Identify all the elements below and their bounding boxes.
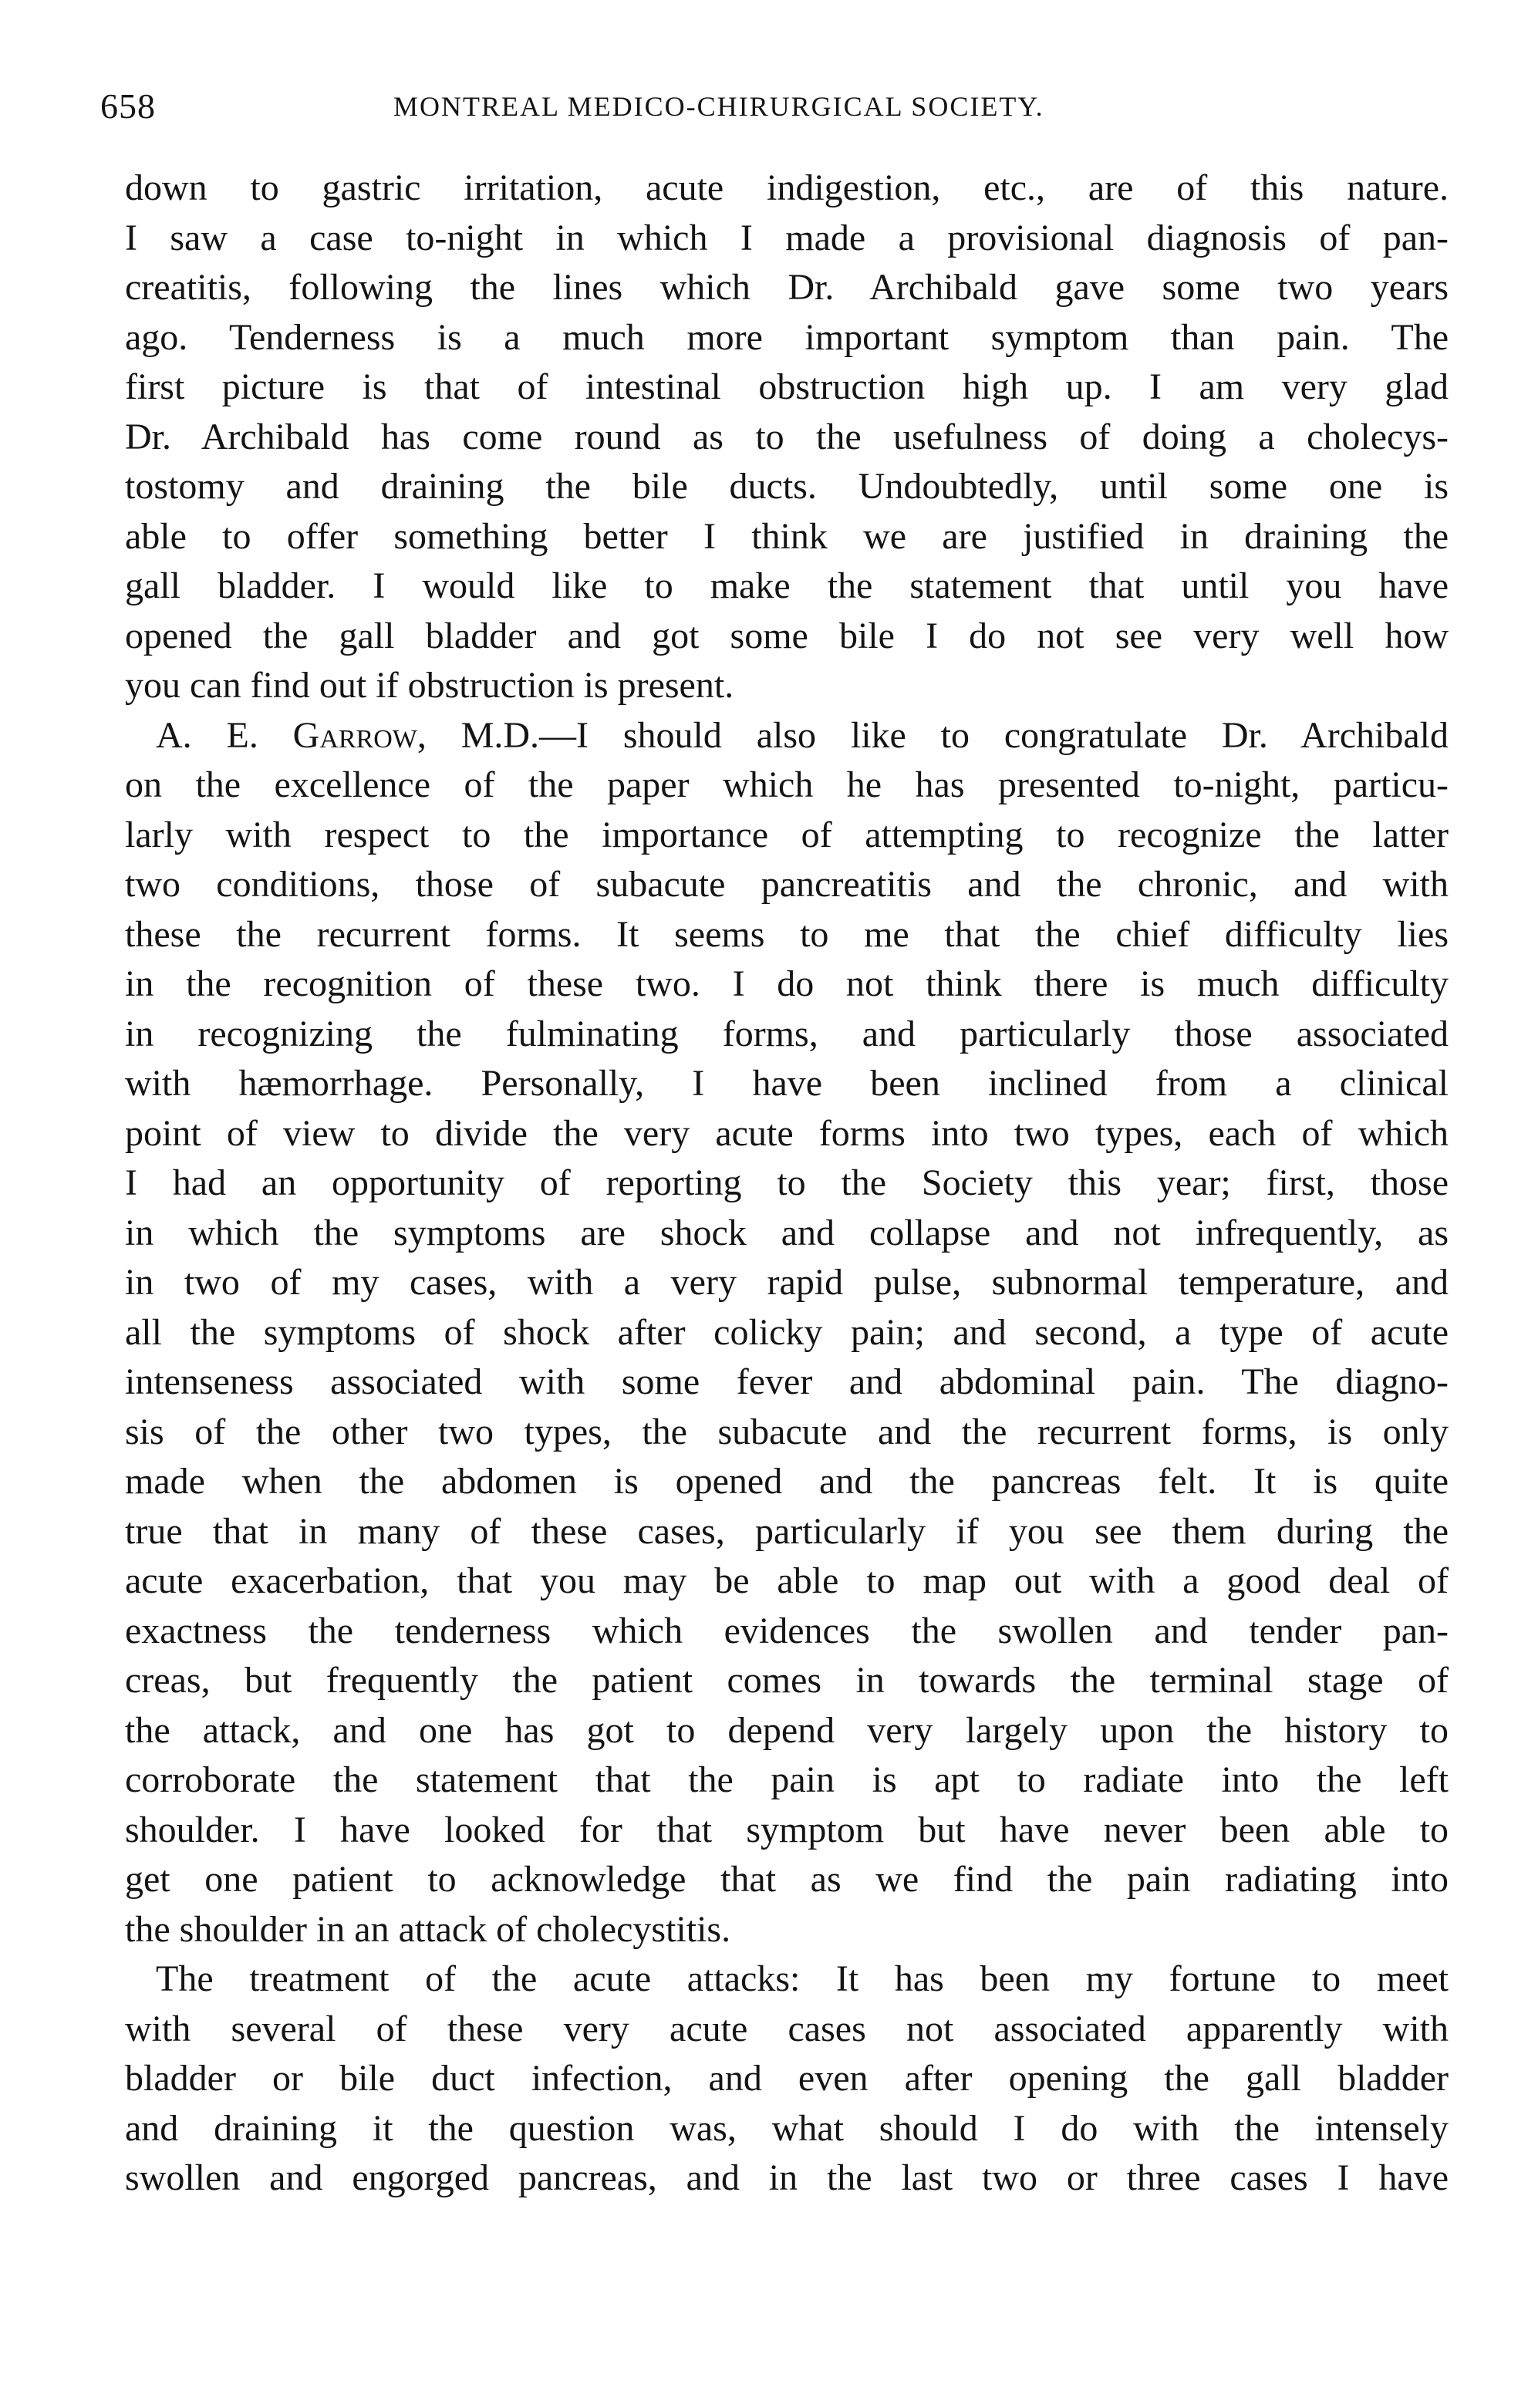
text-line: Dr. Archibald has come round as to the usefulness of doing a cholecys- [125, 416, 1449, 457]
text-line: The treatment of the acute attacks: It has been my fortune to meet [156, 1958, 1449, 1999]
text-line: swollen and engorged pancreas, and in the last two or three cases I have [125, 2157, 1449, 2198]
text-line: acute exacerbation, that you may be able to map out with a good deal of [125, 1560, 1449, 1601]
body-text [125, 164, 1449, 2204]
text-line: corroborate the statement that the pain is apt to radiate into the left [125, 1759, 1449, 1800]
text-line: down to gastric irritation, acute indigestion, etc., are of this nature. [125, 167, 1449, 208]
text-line: in two of my cases, with a very rapid pulse, subnormal temperature, and [125, 1262, 1449, 1303]
text-line: creatitis, following the lines which Dr. Archibald gave some two years [125, 267, 1449, 308]
text-line: the attack, and one has got to depend very largely upon the history to [125, 1709, 1449, 1751]
paragraph [125, 711, 1449, 1955]
paragraph [125, 1954, 1449, 2204]
text-line [125, 711, 1449, 761]
running-head: MONTREAL MEDICO-CHIRURGICAL SOCIETY. [393, 91, 1044, 122]
text-line: tostomy and draining the bile ducts. Undoubtedly, until some one is [125, 466, 1449, 507]
text-line: in recognizing the fulminating forms, and particularly those associated [125, 1013, 1449, 1054]
text-line: two conditions, those of subacute pancreatitis and the chronic, and with [125, 864, 1449, 905]
text-line: with several of these very acute cases not associated apparently with [125, 2008, 1449, 2049]
text-line: sis of the other two types, the subacute and the recurrent forms, is only [125, 1411, 1449, 1452]
text-line: get one patient to acknowledge that as we find the pain radiating into [125, 1859, 1449, 1900]
text-line: gall bladder. I would like to make the statement that until you have [125, 565, 1449, 606]
text-line: first picture is that of intestinal obstruction high up. I am very glad [125, 366, 1449, 407]
text-line: opened the gall bladder and got some bile I do not see very well how [125, 615, 1449, 656]
text-line: intenseness associated with some fever and abdominal pain. The diagno- [125, 1361, 1449, 1402]
text-line: made when the abdomen is opened and the pancreas felt. It is quite [125, 1461, 1449, 1502]
text-line: these the recurrent forms. It seems to me that the chief difficulty lies [125, 913, 1449, 955]
text-fragment: —I should also like to congratulate Dr. Archibald [539, 714, 1449, 756]
text-line: in the recognition of these two. I do not think there is much difficulty [125, 963, 1449, 1004]
text-line: in which the symptoms are shock and collapse and not infrequently, as [125, 1212, 1449, 1253]
text-line: all the symptoms of shock after colicky pain; and second, a type of acute [125, 1311, 1449, 1353]
text-line: you can find out if obstruction is present. [125, 665, 734, 706]
text-line: ago. Tenderness is a much more important symptom than pain. The [125, 316, 1449, 358]
speaker-name: A. E. Garrow, M.D. [156, 714, 540, 756]
text-line: point of view to divide the very acute forms into two types, each of which [125, 1112, 1449, 1154]
text-line: I saw a case to-night in which I made a provisional diagnosis of pan- [125, 217, 1449, 258]
text-line: on the excellence of the paper which he has presented to-night, particu- [125, 764, 1449, 805]
text-line: bladder or bile duct infection, and even after opening the gall bladder [125, 2058, 1449, 2099]
text-line: the shoulder in an attack of cholecystitis. [125, 1908, 731, 1950]
text-line: exactness the tenderness which evidences the swollen and tender pan- [125, 1610, 1449, 1651]
text-line: I had an opportunity of reporting to the Society this year; first, those [125, 1162, 1449, 1203]
text-line: and draining it the question was, what should I do with the intensely [125, 2107, 1449, 2149]
text-line: able to offer something better I think we are justified in draining the [125, 515, 1449, 557]
text-line: shoulder. I have looked for that symptom but have never been able to [125, 1809, 1449, 1850]
paragraph [125, 164, 1449, 711]
text-line: creas, but frequently the patient comes in towards the terminal stage of [125, 1660, 1449, 1701]
page-header [100, 83, 1442, 130]
text-line: with hæmorrhage. Personally, I have been inclined from a clinical [125, 1063, 1449, 1104]
page-number: 658 [100, 86, 156, 126]
text-line: larly with respect to the importance of attempting to recognize the latter [125, 814, 1449, 855]
text-line: true that in many of these cases, particularly if you see them during the [125, 1510, 1449, 1552]
